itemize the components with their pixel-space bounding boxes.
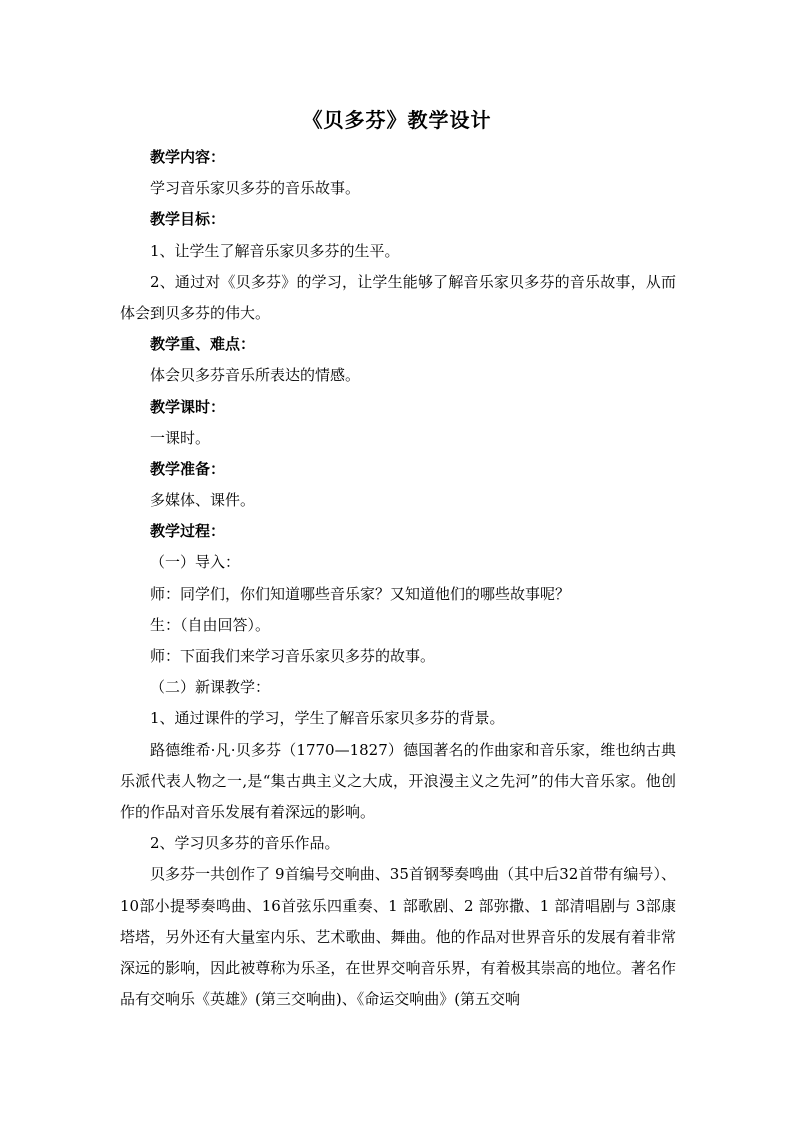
- document-body: [120, 142, 676, 1015]
- section-heading-goals: 教学目标：: [150, 210, 226, 229]
- section-heading-key-points: 教学重、难点：: [150, 335, 256, 354]
- step2-works-paragraph: 贝多芬一共创作了 9首编号交响曲、35首钢琴奏鸣曲（其中后32首带有编号）、10部小提琴奏鸣曲、16首弦乐四重奏、1 部歌剧、2 部弥撒、1 部清唱剧与 3部康塔塔，另外还有大量室内乐、艺术歌曲、舞曲。他的作品对世界音乐的发展有着非常深远的影响，因此被尊称为乐圣，在世界交响音乐界，有着极其崇高的地位。著名作品有交响乐《英雄》(第三交响曲)、《命运交响曲》(第五交响: [120, 865, 676, 1009]
- step2-heading: （二）新课教学：: [150, 678, 271, 697]
- goal-item-1: 1、让学生了解音乐家贝多芬的生平。: [150, 241, 400, 260]
- step2-item-2: 2、学习贝多芬的音乐作品。: [150, 834, 340, 853]
- section-heading-preparation: 教学准备：: [150, 459, 226, 478]
- page-title: 《贝多芬》教学设计: [302, 108, 492, 132]
- preparation-text: 多媒体、课件。: [150, 491, 256, 510]
- section-heading-process: 教学过程：: [150, 522, 226, 541]
- step2-bio-paragraph: 路德维希·凡·贝多芬（1770—1827）德国著名的作曲家和音乐家，维也纳古典乐派代表人物之一,是“集古典主义之大成，开浪漫主义之先河”的伟大音乐家。他创作的作品对音乐发展有着深远的影响。: [120, 740, 676, 821]
- content-text: 学习音乐家贝多芬的音乐故事。: [150, 179, 361, 198]
- goal-item-2: 2、通过对《贝多芬》的学习，让学生能够了解音乐家贝多芬的音乐故事，从而体会到贝多芬的伟大。: [120, 272, 676, 322]
- step1-student-line: 生：（自由回答）。: [150, 615, 271, 634]
- step1-heading: （一）导入：: [150, 553, 241, 572]
- section-heading-hours: 教学课时：: [150, 397, 226, 416]
- step1-teacher-line-2: 师：下面我们来学习音乐家贝多芬的故事。: [150, 647, 436, 666]
- section-heading-content: 教学内容：: [150, 148, 226, 166]
- step2-item-1: 1、通过课件的学习，学生了解音乐家贝多芬的背景。: [150, 709, 505, 728]
- step1-teacher-line-1: 师：同学们，你们知道哪些音乐家？又知道他们的哪些故事呢？: [150, 584, 571, 603]
- hours-text: 一课时。: [150, 428, 211, 447]
- key-points-text: 体会贝多芬音乐所表达的情感。: [150, 366, 361, 385]
